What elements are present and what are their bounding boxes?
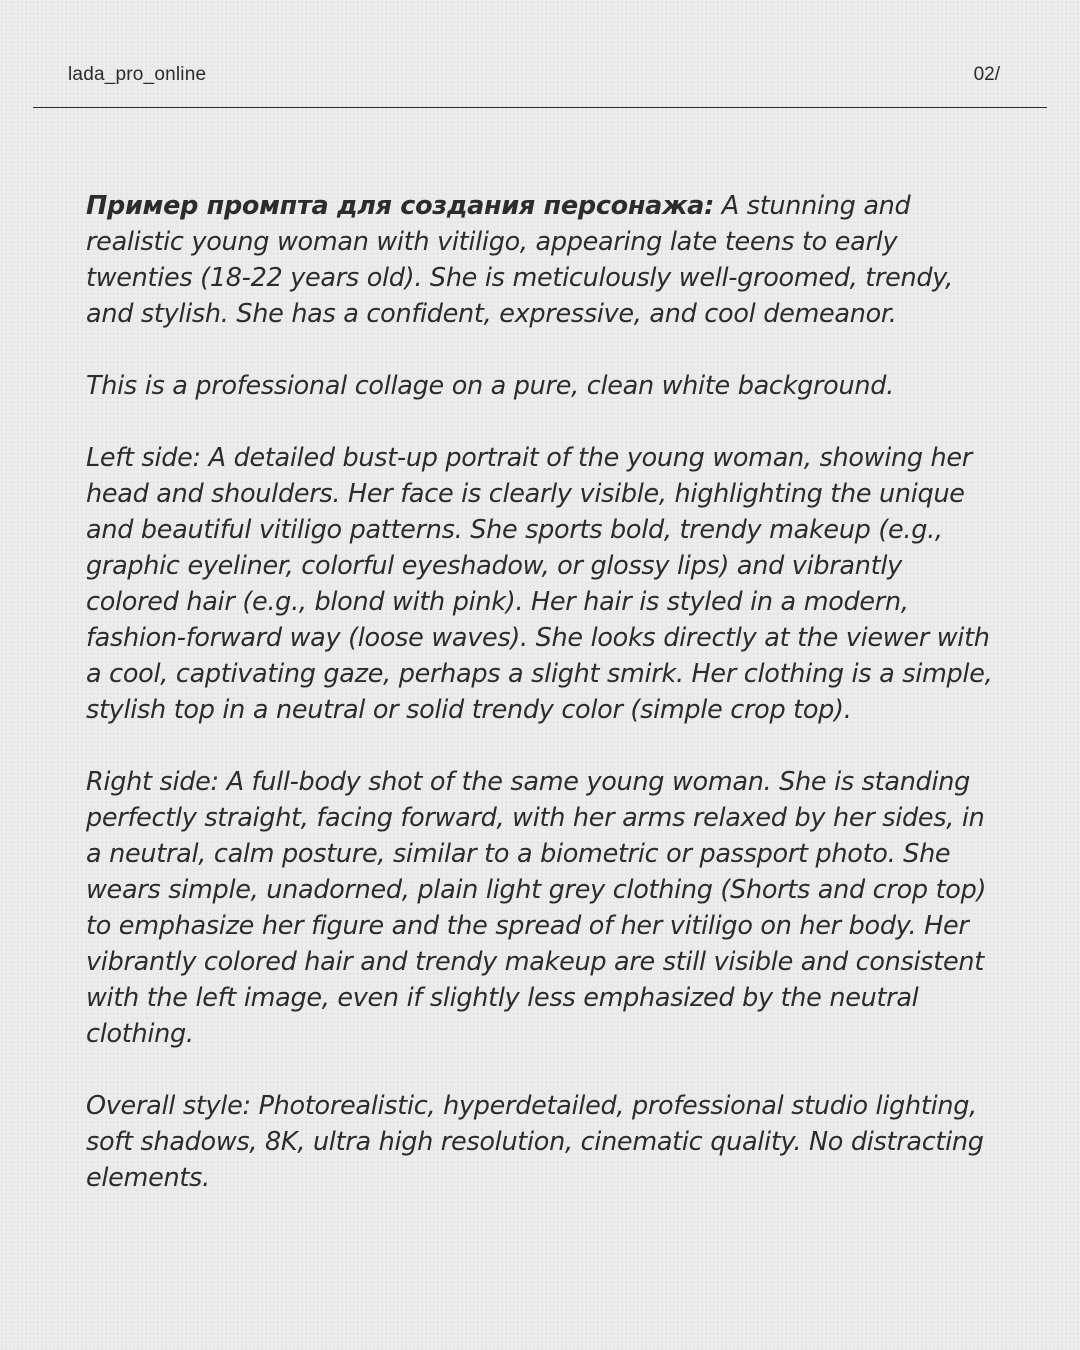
paragraph-overall-style: Overall style: Photorealistic, hyperdetailed, professional studio lighting, soft shadows, 8K, ultra high resolution, cinematic quality. No distracting elements.: [86, 1091, 984, 1193]
intro-text: A stunning and realistic young woman with vitiligo, appearing late teens to early twenties (18-22 years old). She is meticulously well-groomed, trendy, and stylish. She has a confident, expressive, and cool demeanor.: [86, 191, 953, 329]
header-divider: [33, 107, 1047, 108]
lead-heading: Пример промпта для создания персонажа:: [86, 191, 714, 221]
paragraph-left-side: Left side: A detailed bust-up portrait of the young woman, showing her head and shoulders. Her face is clearly visible, highlighting the unique and beautiful vitiligo patterns. She sports bold, trendy makeup (e.g., graphic eyeliner, colorful eyeshadow, or glossy lips) and vibrantly colored hair (e.g., blond with pink). Her hair is styled in a modern, fashion-forward way (loose waves). She looks directly at the viewer with a cool, captivating gaze, perhaps a slight smirk. Her clothing is a simple, stylish top in a neutral or solid trendy color (simple crop top).: [86, 443, 993, 725]
prompt-text-block: [86, 188, 998, 1232]
paragraph-right-side: Right side: A full-body shot of the same young woman. She is standing perfectly straight, facing forward, with her arms relaxed by her sides, in a neutral, calm posture, similar to a biometric or passport photo. She wears simple, unadorned, plain light grey clothing (Shorts and crop top) to emphasize her figure and the spread of her vitiligo on her body. Her vibrantly colored hair and trendy makeup are still visible and consistent with the left image, even if slightly less emphasized by the neutral clothing.: [86, 767, 987, 1049]
intro-paragraph: [86, 188, 998, 332]
paragraph-collage: This is a professional collage on a pure, clean white background.: [86, 371, 894, 401]
page-header: [68, 62, 1000, 92]
page-number: 02/: [973, 64, 1000, 85]
account-handle: lada_pro_online: [68, 64, 207, 85]
